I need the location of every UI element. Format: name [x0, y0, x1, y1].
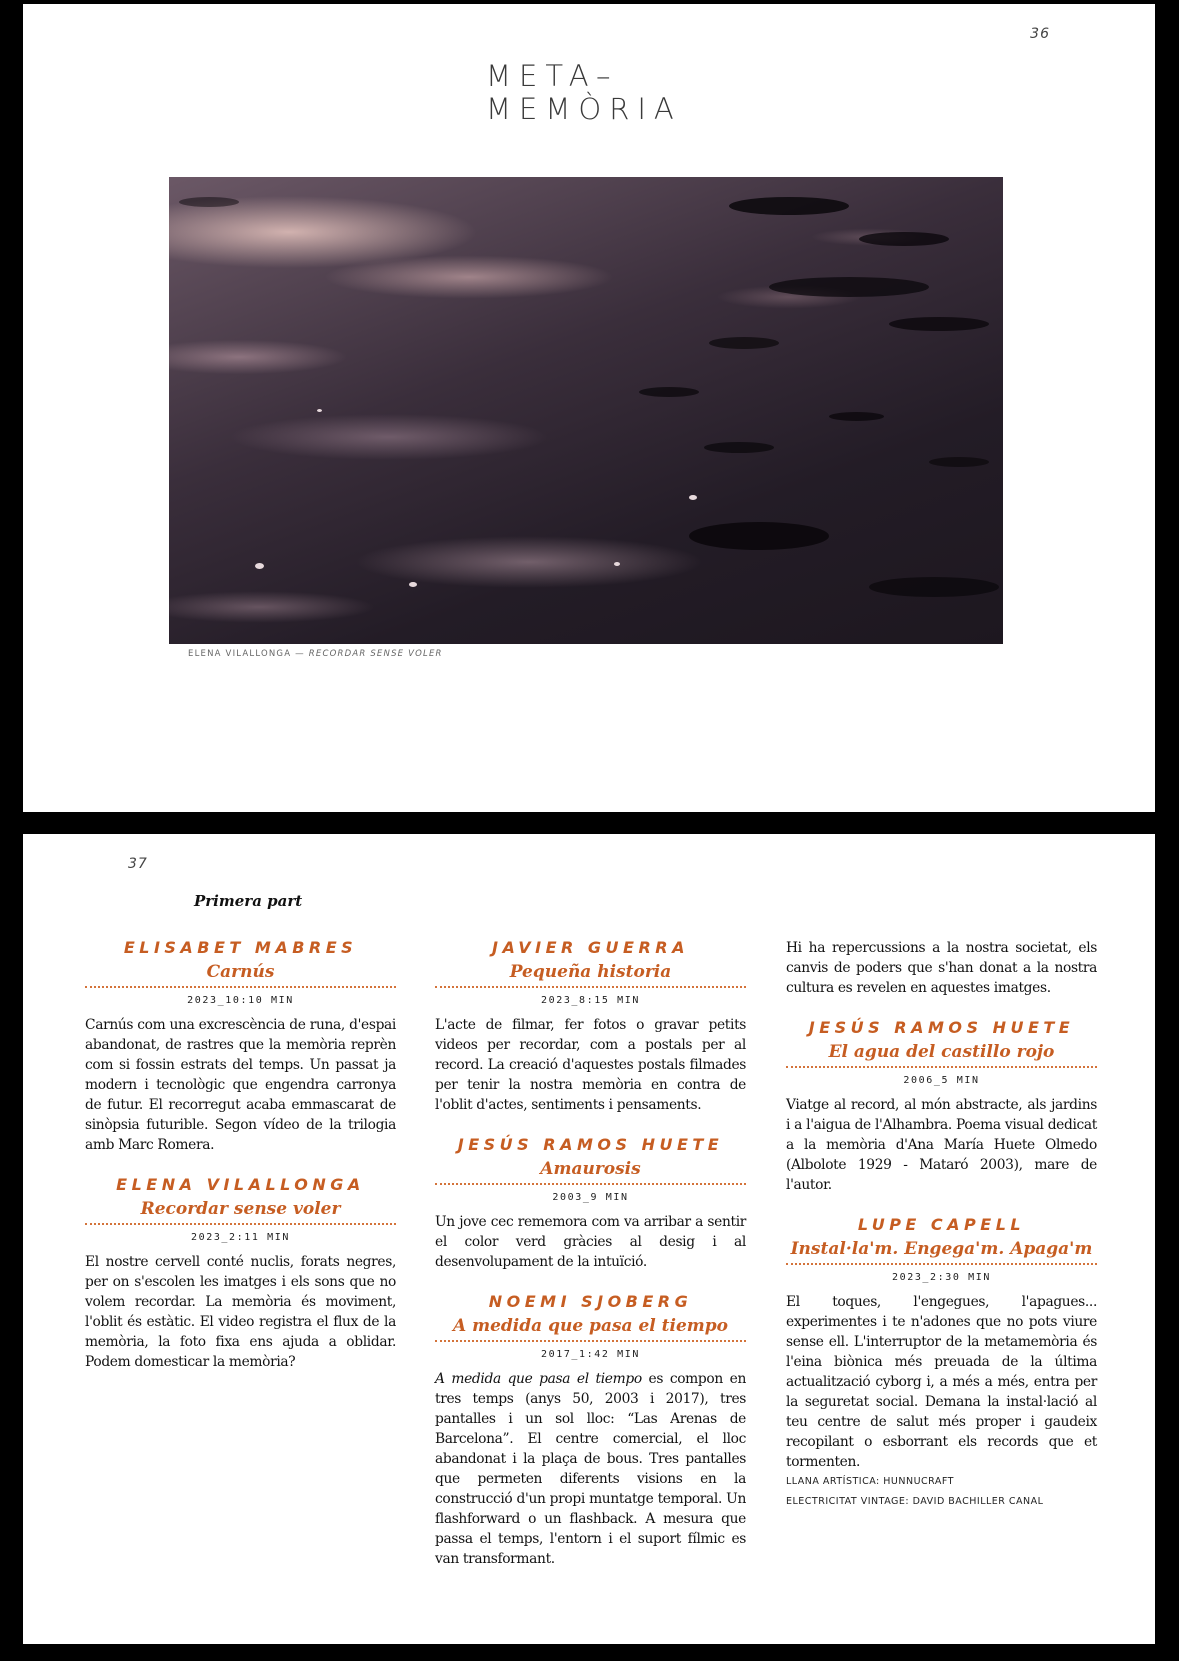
work-description-body: es compon en tres temps (anys 50, 2003 i 2017), tres pantalles i un sol lloc: “Las Arenas de Barcelona”. El centre comercial, el lloc abandonat i la plaça de bous. Tres pantalles que permeten diferents visions en la construcció d'un propi muntatge temporal. Un flashforward o un flashback. A mesura que passa el temps, l'entorn i el suport fílmic es van transformant.: [435, 1371, 746, 1567]
work-description-italic: A medida que pasa el tiempo: [435, 1371, 642, 1387]
program-entry: [786, 1018, 1097, 1195]
column-3: [786, 938, 1097, 1532]
credit-line: LLANA ARTÍSTICA: HUNNUCRAFT: [786, 1476, 954, 1487]
work-title: Recordar sense voler: [85, 1198, 396, 1225]
column-1: [85, 938, 396, 1392]
caption-artist: ELENA VILALLONGA: [188, 649, 292, 659]
work-title: A medida que pasa el tiempo: [435, 1315, 746, 1342]
column-2: [435, 938, 746, 1589]
work-title: Amaurosis: [435, 1158, 746, 1185]
work-title: El agua del castillo rojo: [786, 1041, 1097, 1068]
work-description: Viatge al record, al món abstracte, als jardins i a l'aigua de l'Alhambra. Poema visual dedicat a la memòria d'Ana María Huete Olmedo (Albolote 1929 - Mataró 2003), mare de l'autor.: [786, 1097, 1097, 1193]
program-entry: [435, 1135, 746, 1272]
work-title: Pequeña historia: [435, 961, 746, 988]
artist-name: JAVIER GUERRA: [492, 938, 689, 957]
work-title: Carnús: [85, 961, 396, 988]
water-photo: [169, 177, 1003, 644]
work-meta: 2023_8:15 MIN: [540, 995, 641, 1006]
section-title-line-1: META–: [486, 59, 619, 93]
intro-text: Hi ha repercussions a la nostra societat, els canvis de poders que s'han donat a la nostra cultura es revelen en aquestes imatges.: [786, 940, 1097, 996]
work-meta: 2023_10:10 MIN: [187, 995, 294, 1006]
work-description: [435, 1369, 746, 1569]
work-meta: 2017_1:42 MIN: [540, 1349, 641, 1360]
page-37: [23, 834, 1155, 1644]
page-number: 37: [128, 856, 148, 872]
artist-name: ELISABET MABRES: [123, 938, 358, 957]
work-description: El nostre cervell conté nuclis, forats negres, per on s'escolen les imatges i els sons que no volem recordar. La memòria és moviment, l'oblit és estàtic. El video registra el flux de la memòria, la foto fixa ens ajuda a oblidar. Podem domesticar la memòria?: [85, 1254, 396, 1370]
section-title-line-2: MEMÒRIA: [486, 92, 682, 126]
caption-separator: —: [295, 649, 305, 659]
work-description: Carnús com una excrescència de runa, d'espai abandonat, de rastres que la memòria reprèn com si fossin estrats del temps. Un passat ja modern i tecnològic que engendra carronya de futur. El recorregut acaba emmascarat de sinòpsia futurible. Segon vídeo de la trilogia amb Marc Romera.: [85, 1017, 396, 1153]
artist-name: JESÚS RAMOS HUETE: [457, 1135, 724, 1154]
section-title: [486, 60, 682, 126]
program-entry: [435, 1292, 746, 1569]
program-entry: [85, 1175, 396, 1372]
work-description: L'acte de filmar, fer fotos o gravar petits videos per recordar, com a postals per al record. La creació d'aquestes postals filmades per tenir la nostra memòria en contra de l'oblit d'actes, sentiments i pensaments.: [435, 1017, 746, 1113]
page-36: [23, 4, 1155, 812]
photo-caption: [188, 649, 443, 659]
program-entry: [85, 938, 396, 1155]
artist-name: NOEMI SJOBERG: [488, 1292, 693, 1311]
credit-line: ELECTRICITAT VINTAGE: DAVID BACHILLER CANAL: [786, 1496, 1044, 1507]
page-number: 36: [1030, 26, 1050, 42]
intro-block: [786, 938, 1097, 998]
artist-name: ELENA VILALLONGA: [116, 1175, 365, 1194]
artist-name: LUPE CAPELL: [857, 1215, 1026, 1234]
artist-name: JESÚS RAMOS HUETE: [808, 1018, 1075, 1037]
work-title: Instal·la'm. Engega'm. Apaga'm: [786, 1238, 1097, 1265]
work-meta: 2003_9 MIN: [552, 1192, 629, 1203]
work-description: El toques, l'engegues, l'apagues... experimentes i te n'adones que no pots viure sense ell. L'interruptor de la metamemòria és l'eina biònica més preuada de la última actualització cyborg i, a més a més, entra per la seguretat social. Demana la instal·lació al teu centre de salut més proper i gaudeix recopilant o esborrant els records que et tormenten.: [786, 1294, 1097, 1470]
program-entry: [786, 1215, 1097, 1512]
work-meta: 2023_2:11 MIN: [190, 1232, 291, 1243]
part-heading: Primera part: [194, 892, 303, 910]
caption-work: RECORDAR SENSE VOLER: [308, 649, 443, 659]
work-description: Un jove cec rememora com va arribar a sentir el color verd gràcies al desig i al desenvolupament de la intuïció.: [435, 1214, 746, 1270]
program-entry: [435, 938, 746, 1115]
work-meta: 2006_5 MIN: [903, 1075, 980, 1086]
work-meta: 2023_2:30 MIN: [891, 1272, 992, 1283]
